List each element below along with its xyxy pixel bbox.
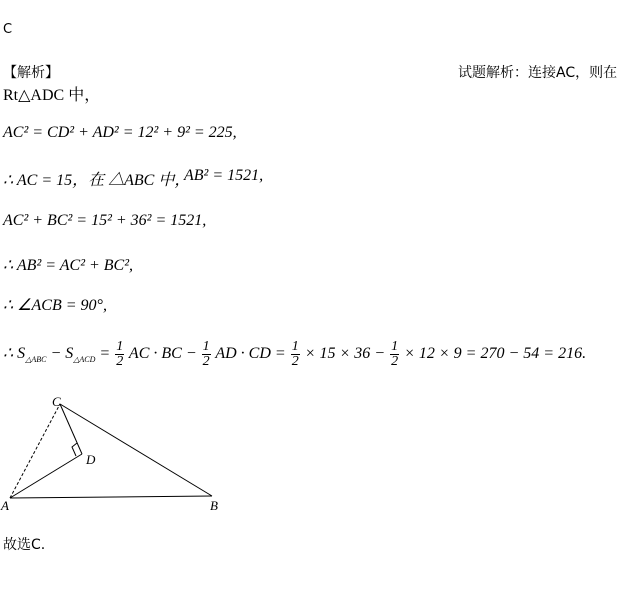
segment-cd — [60, 404, 82, 454]
area-sub-abc: △ABC — [25, 355, 47, 365]
fraction-half-4: $\frac{1}{2}$ — [391, 339, 399, 369]
area-term-2: AD · CD = — [215, 345, 286, 363]
equation-pythagoras: ∴ AB² = AC² + BC², — [3, 257, 134, 274]
equation-area-difference — [3, 340, 586, 369]
fraction-half-2: $\frac{1}{2}$ — [202, 339, 210, 369]
area-equals: = — [95, 345, 115, 363]
answer-letter: C — [3, 22, 13, 37]
label-a: A — [1, 498, 9, 513]
area-sub-acd: △ACD — [73, 355, 96, 365]
segment-ad — [10, 454, 82, 498]
area-minus: − S — [46, 345, 74, 363]
segment-cb — [60, 404, 212, 496]
triangle-figure — [0, 390, 240, 520]
area-term-1: AC · BC − — [128, 345, 197, 363]
label-c: C — [52, 394, 61, 409]
label-b: B — [210, 498, 218, 513]
intro-left-text: Rt△ADC 中， — [3, 87, 101, 104]
fraction-half-1: $\frac{1}{2}$ — [116, 339, 124, 369]
equation-right-angle: ∴ ∠ACB = 90°, — [3, 297, 107, 314]
area-prefix: ∴ S — [3, 345, 26, 363]
label-d: D — [86, 452, 96, 467]
equation-ac-squared: AC² = CD² + AD² = 12² + 9² = 225, — [3, 124, 237, 141]
conclusion-text: 故选C. — [3, 537, 46, 553]
area-term-4: × 12 × 9 = 270 − 54 = 216. — [404, 345, 587, 363]
segment-ab — [10, 496, 212, 498]
right-angle-marker — [72, 443, 77, 456]
fraction-half-3: $\frac{1}{2}$ — [291, 339, 299, 369]
equation-ab-squared: AB² = 1521, — [184, 167, 264, 184]
segment-ac-dashed — [10, 404, 60, 498]
equation-ac-value: ∴ AC = 15，在 △ABC 中， — [3, 172, 191, 189]
intro-right-text: 试题解析：连接AC，则在 — [458, 65, 618, 81]
section-label: 【解析】 — [3, 65, 59, 81]
equation-sum-squares: AC² + BC² = 15² + 36² = 1521, — [3, 212, 207, 229]
area-term-3: × 15 × 36 − — [304, 345, 386, 363]
